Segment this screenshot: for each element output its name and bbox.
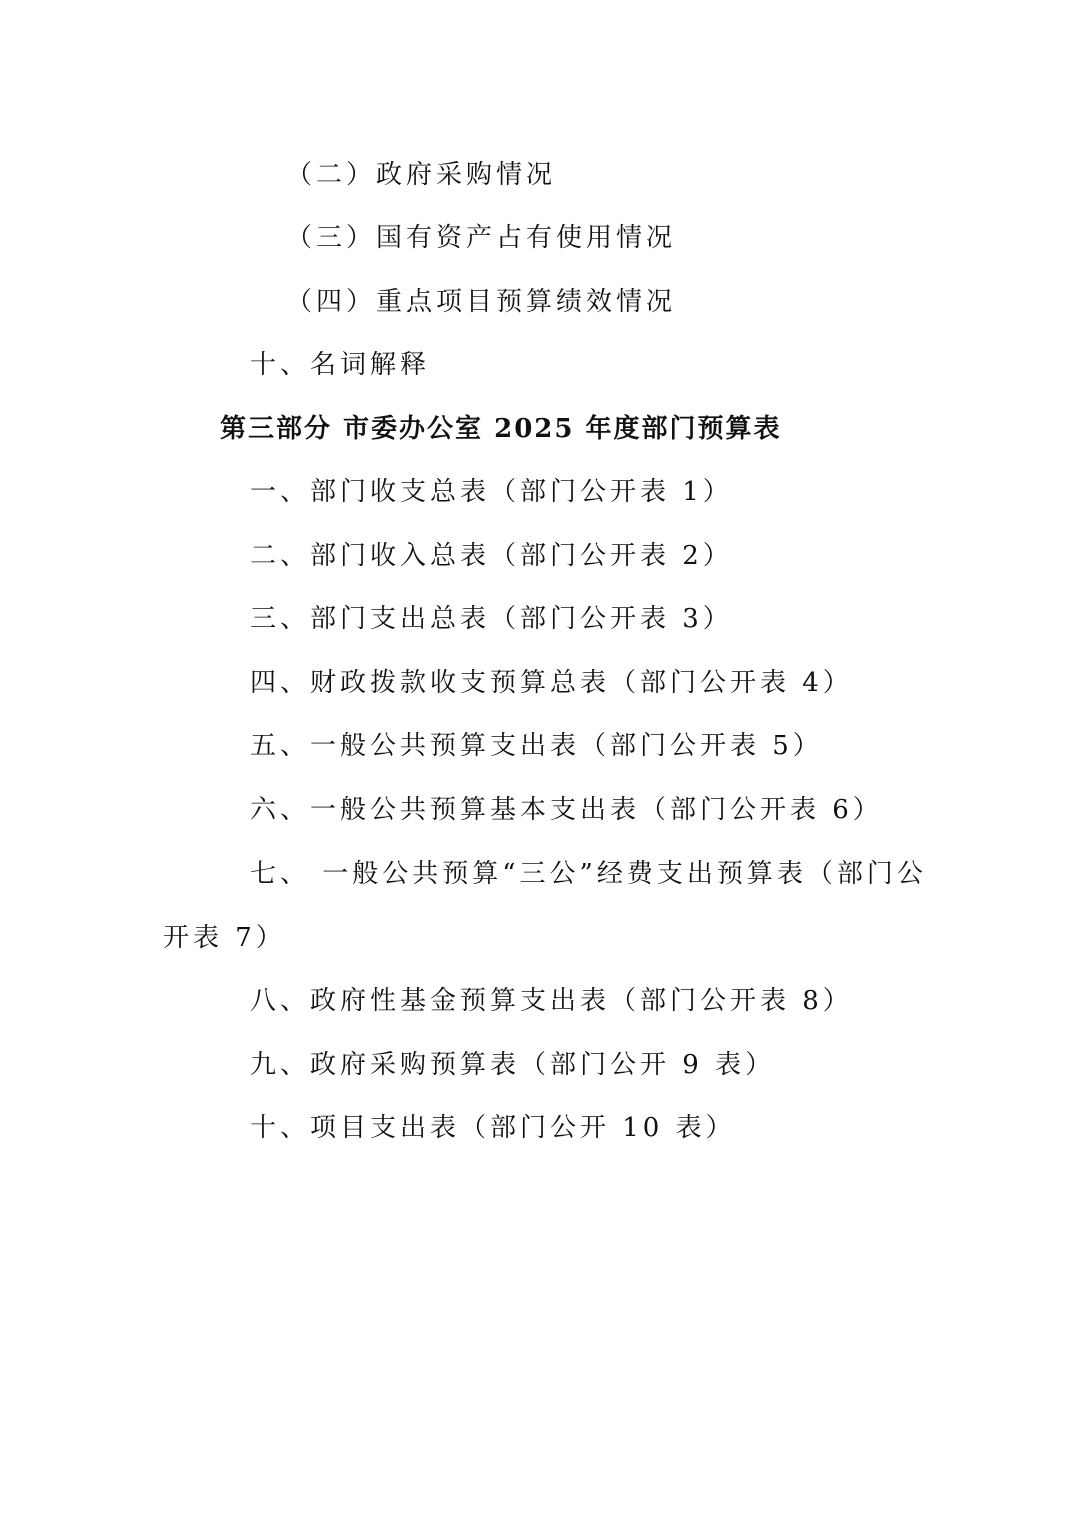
table-list-item: 一、部门收支总表（部门公开表 1） [250, 477, 733, 507]
table-list-item: 五、一般公共预算支出表（部门公开表 5） [250, 731, 823, 761]
section-item-state-assets: （三）国有资产占有使用情况 [286, 223, 677, 253]
section-item-government-procurement: （二）政府采购情况 [286, 160, 557, 190]
table-list-item: 七、 一般公共预算“三公”经费支出预算表（部门公 [250, 859, 927, 889]
table-list-item: 六、一般公共预算基本支出表（部门公开表 6） [250, 795, 883, 825]
table-list-item: 二、部门收入总表（部门公开表 2） [250, 541, 733, 571]
table-list-item: 十、项目支出表（部门公开 10 表） [250, 1113, 736, 1143]
table-list-item: 八、政府性基金预算支出表（部门公开表 8） [250, 986, 853, 1016]
table-list-item-continuation: 开表 7） [163, 923, 286, 953]
part-three-heading: 第三部分 市委办公室 2025 年度部门预算表 [220, 414, 782, 444]
table-list-item: 四、财政拨款收支预算总表（部门公开表 4） [250, 668, 853, 698]
section-item-glossary: 十、名词解释 [250, 350, 431, 380]
table-list-item: 九、政府采购预算表（部门公开 9 表） [250, 1050, 776, 1080]
table-list-item: 三、部门支出总表（部门公开表 3） [250, 604, 733, 634]
section-item-key-project-performance: （四）重点项目预算绩效情况 [286, 287, 677, 317]
